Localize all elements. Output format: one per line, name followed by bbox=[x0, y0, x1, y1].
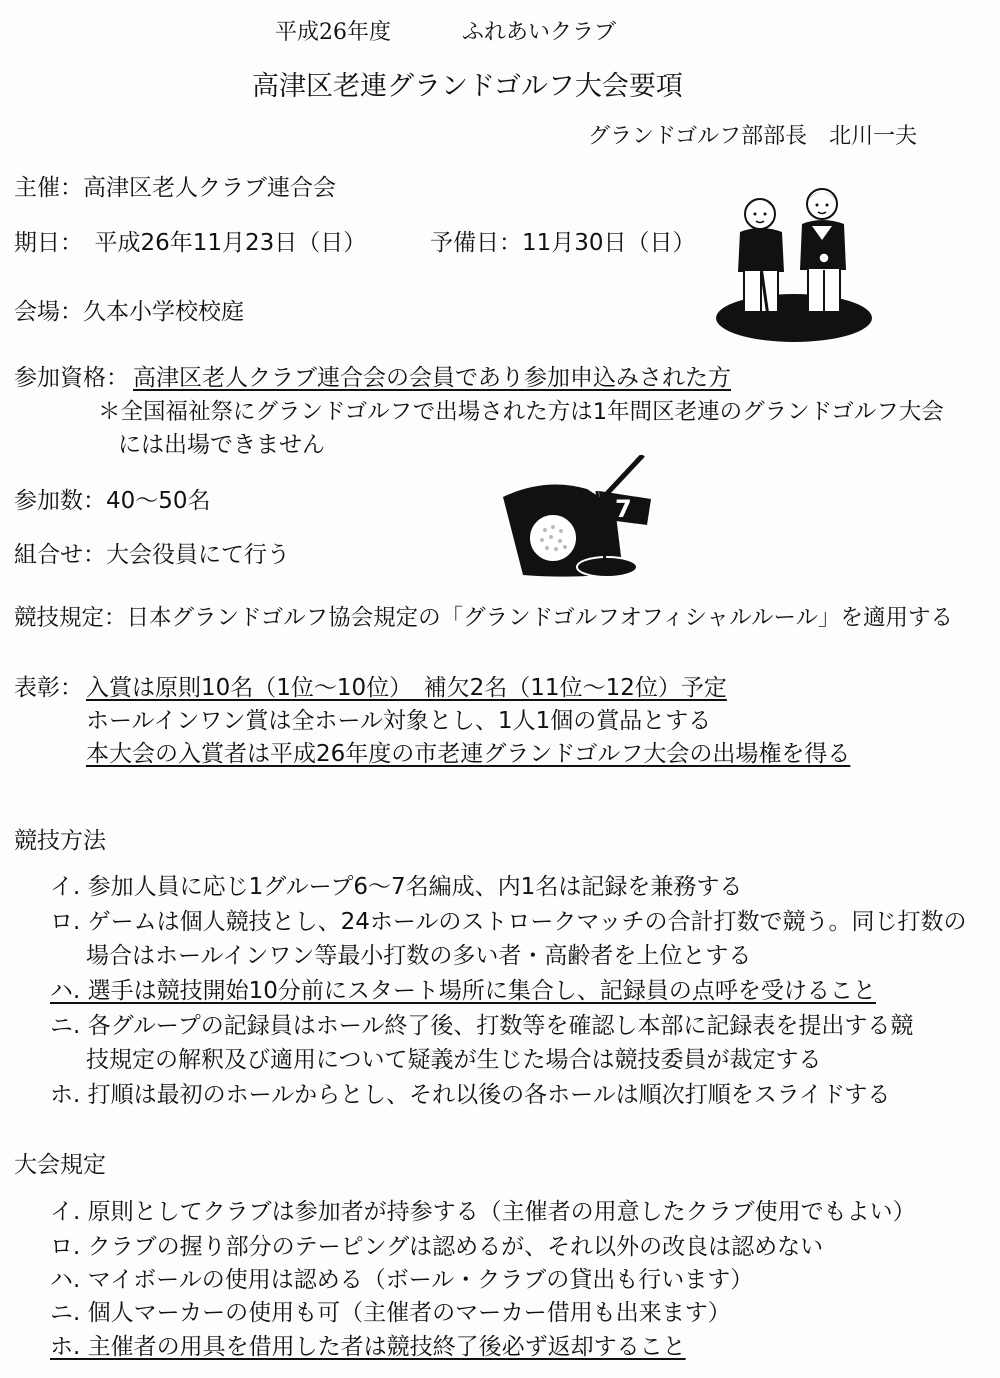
cup-rim bbox=[577, 557, 637, 577]
method-item-ni-cont: 技規定の解釈及び適用について疑義が生じた場合は競技委員が裁定する bbox=[86, 1047, 822, 1073]
golf-ball-flag-illustration bbox=[495, 455, 665, 580]
method-item-ro-cont: 場合はホールインワン等最小打数の多い者・高齢者を上位とする bbox=[86, 943, 752, 969]
eligibility-note-1: ＊全国福祉祭にグランドゴルフで出場された方は1年間区老連のグランドゴルフ大会 bbox=[98, 399, 944, 425]
eligibility: 高津区老人クラブ連合会の会員であり参加申込みされた方 bbox=[133, 365, 731, 391]
golfer-right-head bbox=[807, 189, 837, 219]
golfer-left-head bbox=[745, 199, 775, 229]
award-label: 表彰： bbox=[14, 675, 83, 701]
eligibility-label: 参加資格： bbox=[14, 365, 129, 391]
regulation-item-ni: ニ. 個人マーカーの使用も可（主催者のマーカー借用も出来ます） bbox=[50, 1300, 731, 1326]
method-item-i: イ. 参加人員に応じ1グループ6～7名編成、内1名は記録を兼務する bbox=[50, 874, 743, 900]
method-item-ro: ロ. ゲームは個人競技とし、24ホールのストロークマッチの合計打数で競う。同じ打数の bbox=[50, 909, 967, 935]
participants: 参加数：40～50名 bbox=[14, 488, 211, 514]
golf-ball bbox=[529, 514, 577, 562]
award-line-1: 入賞は原則10名（1位～10位） 補欠2名（11位～12位）予定 bbox=[86, 675, 727, 701]
venue: 会場：久本小学校校庭 bbox=[14, 299, 244, 325]
regulation-item-ho: ホ. 主催者の用具を借用した者は競技終了後必ず返却すること bbox=[50, 1334, 686, 1360]
method-item-ni: ニ. 各グループの記録員はホール終了後、打数等を確認し本部に記録表を提出する競 bbox=[50, 1013, 914, 1039]
regulation-item-ro: ロ. クラブの握り部分のテーピングは認めるが、それ以外の改良は認めない bbox=[50, 1234, 824, 1260]
author-line: グランドゴルフ部部長 北川一夫 bbox=[588, 124, 918, 149]
award-line-2: ホールインワン賞は全ホール対象とし、1人1個の賞品とする bbox=[86, 708, 712, 734]
regulation-item-ha: ハ. マイボールの使用は認める（ボール・クラブの貸出も行います） bbox=[50, 1267, 754, 1293]
eligibility-note-2: には出場できません bbox=[118, 432, 325, 458]
award-line-3: 本大会の入賞者は平成26年度の市老連グランドゴルフ大会の出場権を得る bbox=[86, 741, 851, 767]
method-item-ha: ハ. 選手は競技開始10分前にスタート場所に集合し、記録員の点呼を受けること bbox=[50, 978, 876, 1004]
green-shadow bbox=[716, 294, 872, 342]
flag-number: 7 bbox=[615, 495, 632, 523]
method-item-ho: ホ. 打順は最初のホールからとし、それ以後の各ホールは順次打順をスライドする bbox=[50, 1082, 891, 1108]
club-name: ふれあいクラブ bbox=[462, 20, 617, 45]
regulation-item-i: イ. 原則としてクラブは参加者が持参する（主催者の用意したクラブ使用でもよい） bbox=[50, 1199, 916, 1225]
organizer: 主催：高津区老人クラブ連合会 bbox=[14, 175, 336, 201]
regulations-heading: 大会規定 bbox=[14, 1152, 106, 1178]
rules: 競技規定：日本グランドゴルフ協会規定の「グランドゴルフオフィシャルルール」を適用する bbox=[14, 605, 954, 631]
year-label: 平成26年度 bbox=[275, 20, 391, 45]
golfers-illustration bbox=[712, 180, 872, 345]
method-heading: 競技方法 bbox=[14, 828, 106, 854]
reserve-date: 予備日：11月30日（日） bbox=[430, 230, 696, 256]
event-date: 期日： 平成26年11月23日（日） bbox=[14, 230, 367, 256]
grouping: 組合せ：大会役員にて行う bbox=[14, 542, 290, 568]
page-title: 高津区老連グランドゴルフ大会要項 bbox=[252, 71, 683, 102]
